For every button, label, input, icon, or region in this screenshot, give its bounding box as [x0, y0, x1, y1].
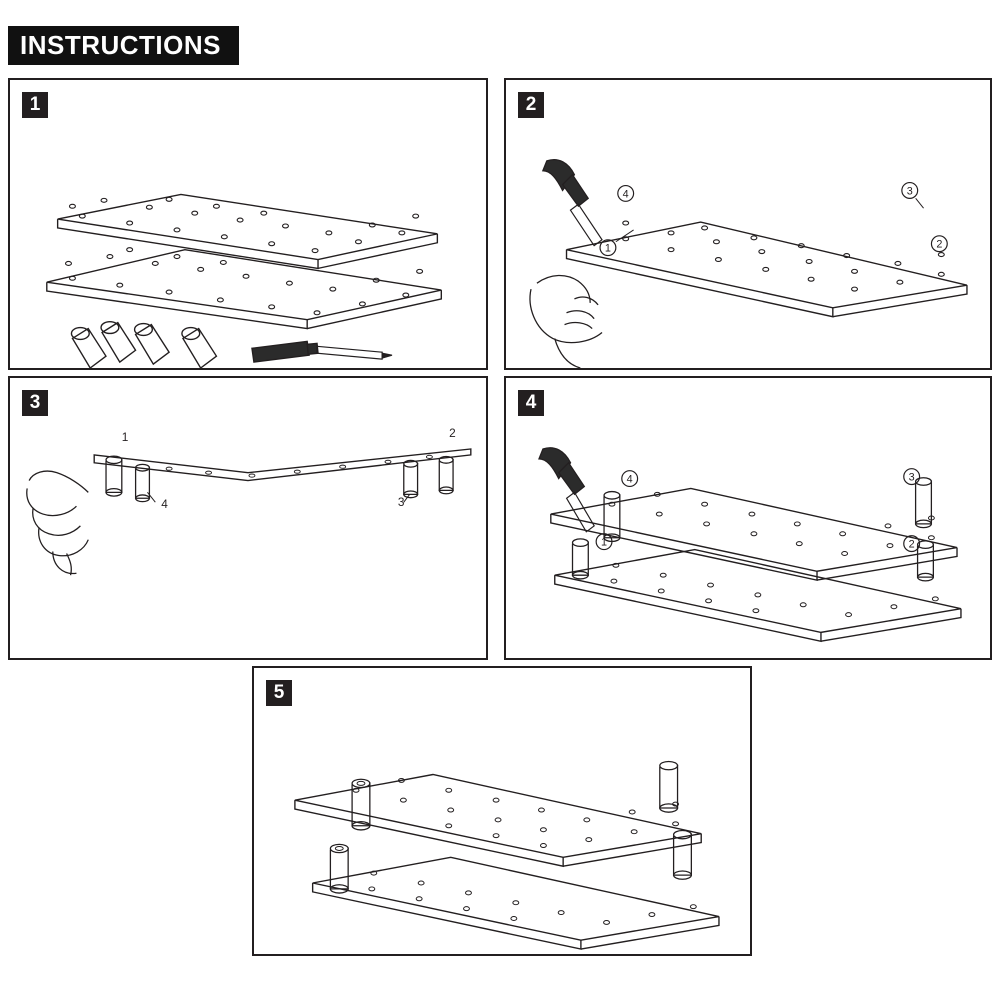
panel-step-3	[8, 376, 488, 660]
step-badge-3: 3	[22, 390, 48, 416]
step-badge-5: 5	[266, 680, 292, 706]
callout-label-4: 4	[626, 473, 633, 486]
label-2: 2	[449, 426, 456, 441]
callout-label-1: 1	[601, 536, 608, 549]
step-badge-1: 1	[22, 92, 48, 118]
step-badge-4: 4	[518, 390, 544, 416]
panel-step-1	[8, 78, 488, 370]
callout-label-3: 3	[908, 471, 915, 484]
step-2-illustration	[506, 80, 990, 368]
label-4: 4	[161, 497, 168, 512]
callout-label-2: 2	[936, 238, 943, 251]
step-3-illustration	[10, 378, 486, 658]
label-3: 3	[397, 495, 405, 510]
page-title: INSTRUCTIONS	[8, 26, 239, 65]
panel-step-5	[252, 666, 752, 956]
label-1: 1	[121, 430, 129, 445]
panel-step-2	[504, 78, 992, 370]
step-1-illustration	[10, 80, 486, 368]
callout-label-2: 2	[908, 538, 915, 551]
step-5-illustration	[254, 668, 750, 954]
step-4-illustration	[506, 378, 990, 658]
step-badge-2: 2	[518, 92, 544, 118]
panel-step-4	[504, 376, 992, 660]
callout-label-4: 4	[622, 188, 629, 201]
callout-label-1: 1	[604, 242, 611, 255]
callout-label-3: 3	[906, 185, 913, 198]
